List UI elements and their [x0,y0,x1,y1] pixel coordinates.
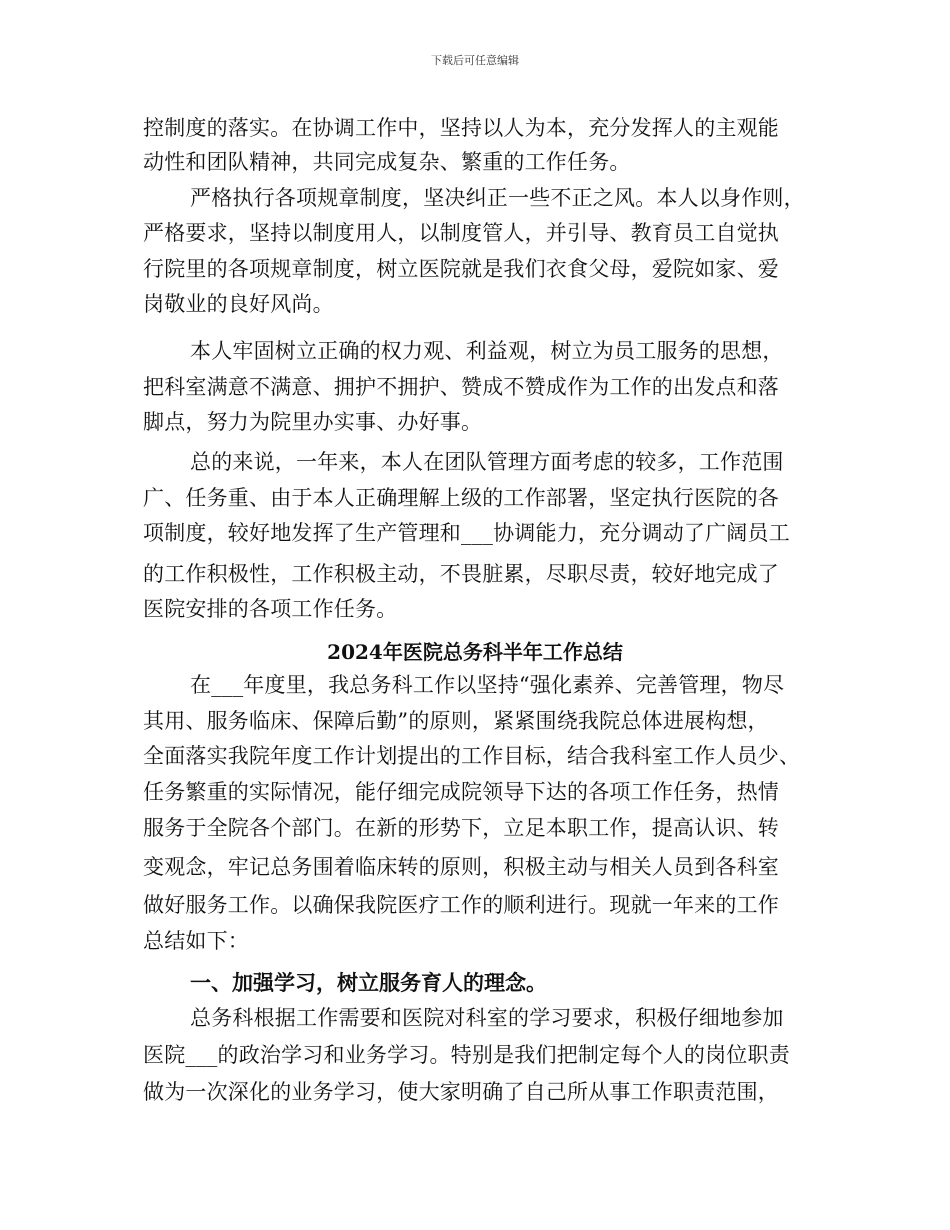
paragraph-line: 严格要求，坚持以制度用人，以制度管人，并引导、教育员工自觉执 [143,221,779,245]
paragraph-line: 的工作积极性，工作积极主动，不畏脏累，尽职尽责，较好地完成了 [143,562,779,586]
paragraph-line: 总务科根据工作需要和医院对科室的学习要求，积极仔细地参加 [190,1006,784,1030]
paragraph-line: 行院里的各项规章制度，树立医院就是我们衣食父母，爱院如家、爱 [143,257,779,281]
paragraph-line: 项制度，较好地发挥了生产管理和___协调能力，充分调动了广阔员工 [143,521,790,545]
paragraph-line: 医院___的政治学习和业务学习。特别是我们把制定每个人的岗位职责 [143,1043,790,1067]
document-title: 2024年医院总务科半年工作总结 [327,640,623,664]
paragraph-line: 医院安排的各项工作任务。 [143,597,398,621]
paragraph-line: 在___年度里，我总务科工作以坚持“强化素养、完善管理，物尽 [190,673,785,697]
paragraph-line: 全面落实我院年度工作计划提出的工作目标，结合我科室工作人员少、 [143,744,801,768]
paragraph-line: 服务于全院各个部门。在新的形势下，立足本职工作，提高认识、转 [143,816,779,840]
paragraph-line: 动性和团队精神，共同完成复杂、繁重的工作任务。 [143,150,631,174]
paragraph-line: 脚点，努力为院里办实事、办好事。 [143,410,483,434]
paragraph-line: 广、任务重、由于本人正确理解上级的工作部署，坚定执行医院的各 [143,486,779,510]
paragraph-line: 总结如下： [143,929,249,953]
paragraph-line: 把科室满意不满意、拥护不拥护、赞成不赞成作为工作的出发点和落 [143,375,779,399]
paragraph-line: 本人牢固树立正确的权力观、利益观，树立为员工服务的思想， [190,339,784,363]
paragraph-line: 做为一次深化的业务学习，使大家明确了自己所从事工作职责范围， [143,1080,779,1104]
paragraph-line: 控制度的落实。在协调工作中，坚持以人为本，充分发挥人的主观能 [143,116,779,140]
paragraph-line: 变观念，牢记总务围着临床转的原则，积极主动与相关人员到各科室 [143,855,779,879]
paragraph-line: 其用、服务临床、保障后勤”的原则，紧紧围绕我院总体进展构想， [143,709,769,733]
paragraph-line: 任务繁重的实际情况，能仔细完成院领导下达的各项工作任务，热情 [143,780,779,804]
paragraph-line: 做好服务工作。以确保我院医疗工作的顺利进行。现就一年来的工作 [143,893,779,917]
section-heading: 一、加强学习，树立服务育人的理念。 [190,970,547,995]
page-header-note: 下载后可任意编辑 [431,54,519,67]
paragraph-line: 严格执行各项规章制度，坚决纠正一些不正之风。本人以身作则， [190,186,805,210]
paragraph-line: 总的来说，一年来，本人在团队管理方面考虑的较多，工作范围 [190,450,784,474]
paragraph-line: 岗敬业的良好风尚。 [143,292,334,316]
